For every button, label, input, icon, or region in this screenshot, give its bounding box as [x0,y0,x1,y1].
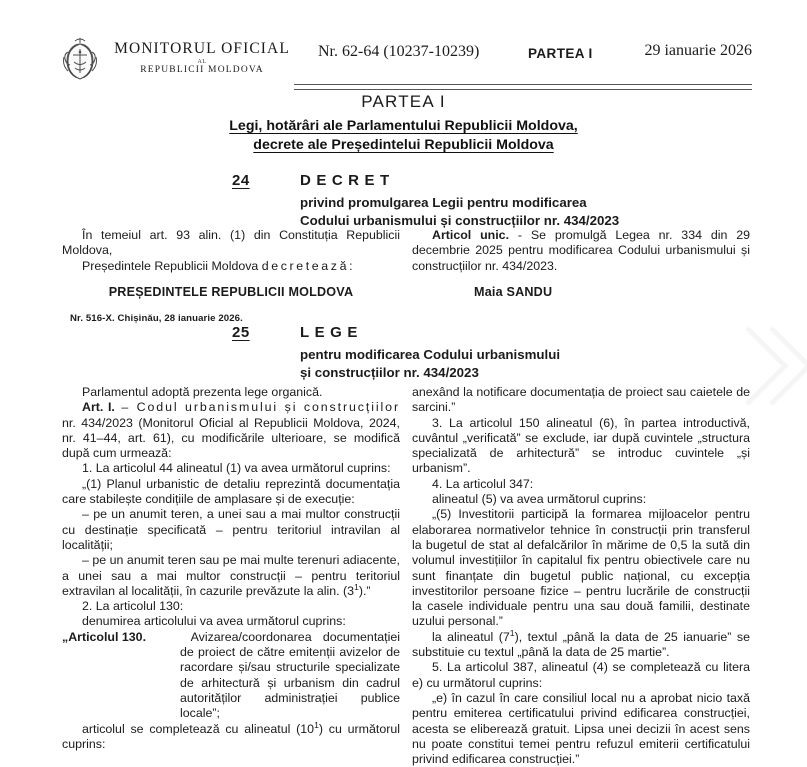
law-intro: Parlamentul adoptă prezenta lege organică. [82,385,323,399]
decree-basis-paragraph: În temeiul art. 93 alin. (1) din Constituția Republicii Moldova, [62,228,400,258]
law-item-1-dash-1: – pe un anumit teren, a unei sau a mai multor construcții cu destinație specificată – pentru teritoriul intravilan al localității; [62,507,400,552]
decree-signer-name: Maia SANDU [474,284,553,299]
law-item-5: 5. La articolul 387, alineatul (4) se completează cu litera e) cu următorul cuprins: [412,660,750,690]
law-item-4-tail-sup: 1 [509,627,515,638]
law-item-4-tail [412,627,751,661]
law-item-1-dash-2 [62,553,400,599]
publication-title [102,40,302,75]
law-item-1-dash-2-sup: 1 [354,581,359,592]
decree-desc-line1: privind promulgarea Legii pentru modificarea [300,195,587,210]
decree-signature-meta: Nr. 516-X. Chișinău, 28 ianuarie 2026. [70,313,243,325]
law-art1 [62,400,400,461]
chevron-watermark-icon [741,318,807,414]
part-heading [0,92,807,155]
law-art1-spaced: – Codul urbanismului și construcțiilor [114,400,400,415]
law-item-1-dash-2-a: – pe un anumit teren sau pe mai multe terenuri adiacente, a unei sau a mai multor construcții – pentru teritoriul extravilan al localității, în cazurile prevăzute la alin. (3 [62,553,400,598]
law-desc-line2: și construcțiilor nr. 434/2023 [300,364,479,380]
issue-number: Nr. 62-64 (10237-10239) [318,43,480,60]
law-description [300,346,560,381]
publication-name-line2: REPUBLICII MOLDOVA [140,65,264,75]
part-subtitle [0,117,807,155]
law-item-5-quote: „e) în cazul în care consiliul local nu a aprobat nicio taxă pentru emiterea certificatului privind edificarea construcției, acesta se eliberează gratuit. Lipsa unei decizii în acest sens nu poate constitui temei pentru refuzul emiterii certificatului privind edificarea construcției.” [412,690,750,767]
law-item-3: 3. La articolul 150 alineatul (6), în partea introductivă, cuvântul „verificată” se exclude, iar după cuvintele „structura specializată de arhitectură” se introduc cuvintele „și urbanism”. [412,415,750,476]
law-item-2-article [62,630,400,722]
decree-right-column [412,228,750,300]
decree-left-column [62,228,400,326]
law-item-2-article-label: „Articolul 130. [62,629,147,644]
decree-decrees-paragraph [62,259,400,274]
decree-description [300,194,619,229]
decree-kind-label: DECRET [300,172,395,189]
publication-name-line1: MONITORUL OFICIAL [114,40,290,57]
law-item-2-tail [62,719,401,753]
masthead-divider [294,84,752,90]
decree-article-text: - Se promulgă Legea nr. 334 din 29 decembrie 2025 pentru modificarea Codului urbanismului și construcțiilor nr. 434/2023. [412,228,750,273]
law-item-4-tail-b: ), textul „până la data de 25 ianuarie” se substituie cu textul „până la data de 25 martie”. [412,629,751,660]
law-art1-rest: nr. 434/2023 (Monitorul Oficial al Republicii Moldova, 2024, nr. 41–44, art. 61), cu modificările ulterioare, se modifică după cum urmează: [62,415,400,461]
law-item-2-article-text: Avizarea/coordonarea documentației de proiect de către emitenții avizelor de racordare și/sau structurile specializate de arhitectură și urbanism din cadrul autorităților administrației publice locale”; [180,629,400,721]
law-item-1: 1. La articolul 44 alineatul (1) va avea următorul cuprins: [82,461,391,476]
masthead [62,34,752,88]
publication-al: AL [197,59,207,65]
part-title: PARTEA I [361,92,446,111]
decree-decrees-verb: decretează: [261,258,356,273]
law-left-column [62,385,400,752]
decree-signer-title: PREȘEDINTELE REPUBLICII MOLDOVA [108,284,354,299]
law-item-2-tail-a: articolul se completează cu alineatul (10 [82,721,315,736]
law-item-4: 4. La articolul 347: [432,476,534,491]
law-desc-line1: pentru modificarea Codului urbanismului [300,347,561,362]
law-item-2-tail-b: ) cu următorul cuprins: [62,721,401,751]
law-right-continuation: anexând la notificare documentația de proiect sau caietele de sarcini.” [412,385,750,415]
law-item-1-dash-2-b: ).” [358,583,371,598]
moldova-coat-of-arms-icon [62,35,98,85]
law-item-1-quote: „(1) Planul urbanistic de detaliu reprezintă documentația care stabilește condițiile de amplasare și de execuție: [62,476,400,507]
decree-article-label: Articol unic. [432,228,510,242]
decree-number: 24 [232,172,250,189]
law-item-2: 2. La articolul 130: [82,599,184,614]
part-subtitle-line1: Legi, hotărâri ale Parlamentului Republicii Moldova, [229,118,578,134]
law-right-column [412,385,750,767]
law-item-2-tail-sup: 1 [314,719,319,730]
part-subtitle-line2: decrete ale Președintelui Republicii Moldova [253,137,554,153]
masthead-part-label: PARTEA I [528,46,593,61]
decree-article-paragraph [412,228,750,274]
law-item-4-sub: alineatul (5) va avea următorul cuprins: [432,492,647,507]
decree-desc-line2: Codului urbanismului și construcțiilor nr. 434/2023 [300,212,620,228]
law-item-4-quote: „(5) Investitorii participă la formarea mijloacelor pentru elaborarea normativelor tehnice în construcții prin transferul la bugetul de stat al defalcărilor în mărime de 0,5 la sută din volumul investițiilor în capitalul fix pentru obiectivele care nu sunt finanțate din bugetul public național, cu excepția investitorilor persoane fizice – pentru lucrările de construcții la casele individuale pentru una sau două familii, destinate uzului personal.” [412,507,750,629]
law-item-4-tail-a: la alineatul (7 [432,629,510,644]
law-number: 25 [232,324,250,341]
decree-decrees-text: Președintele Republicii Moldova [82,258,262,273]
law-item-2-sub: denumirea articolului va avea următorul cuprins: [82,614,346,629]
issue-date: 29 ianuarie 2026 [644,42,752,59]
law-art1-label: Art. I. [82,400,115,415]
law-kind-label: LEGE [300,324,363,341]
